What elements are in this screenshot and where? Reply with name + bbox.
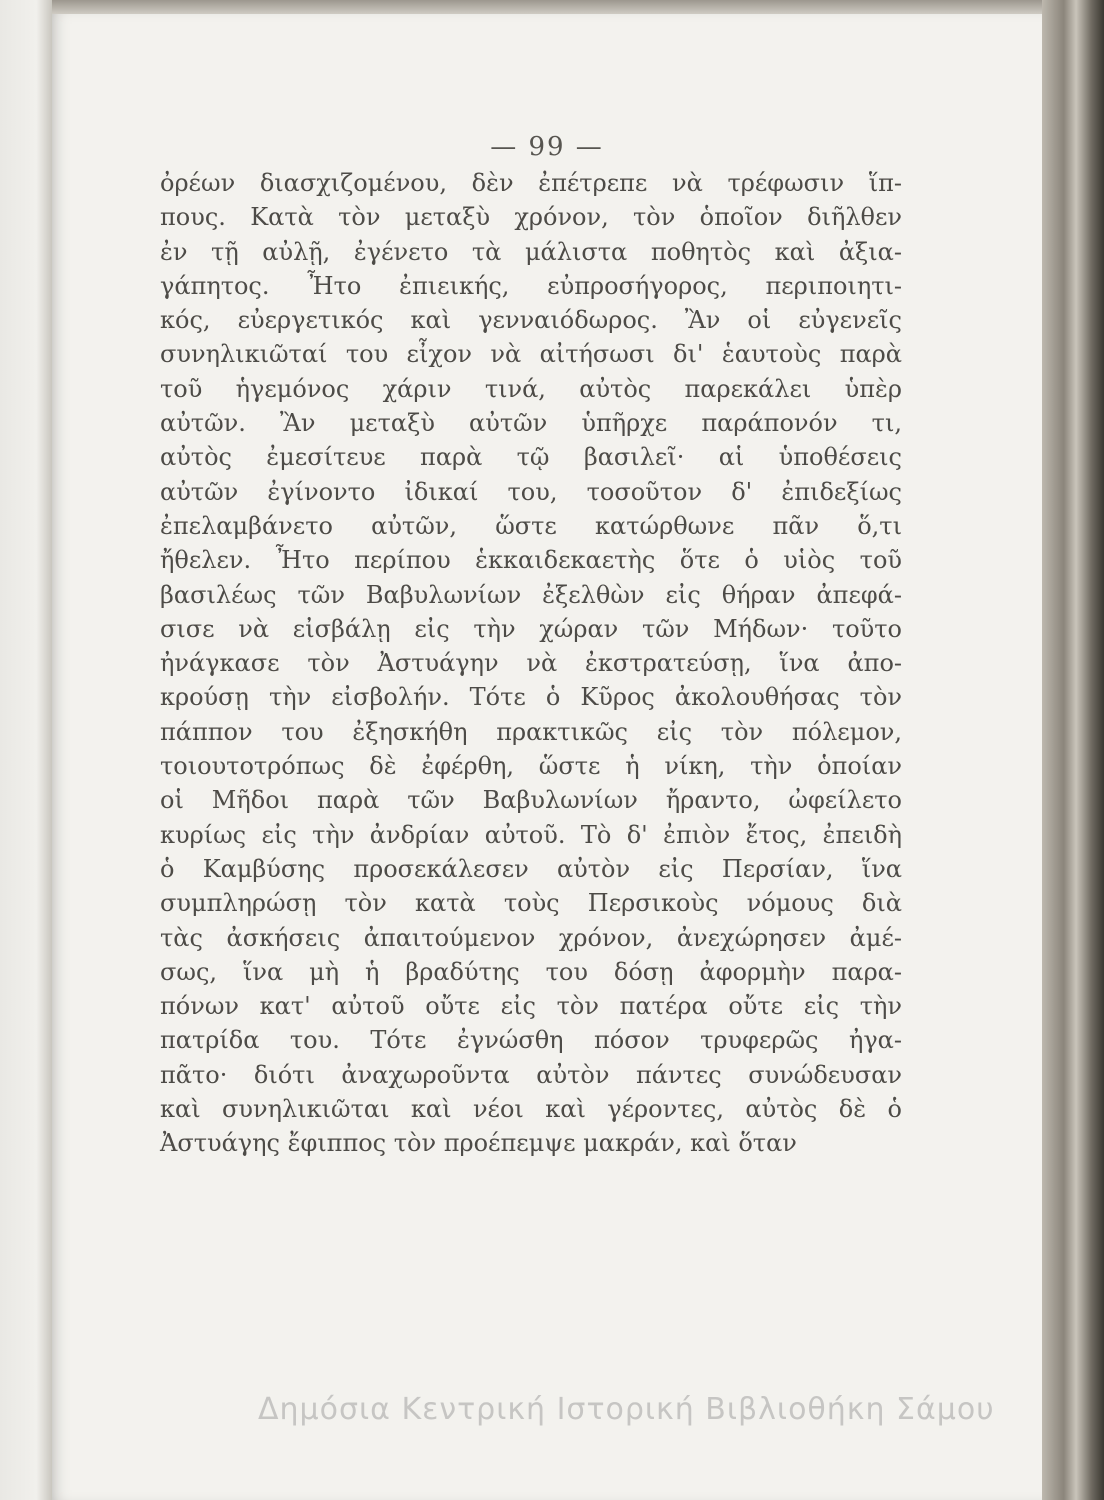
- text-line: κυρίως εἰς τὴν ἀνδρίαν αὐτοῦ. Τὸ δ' ἐπιὸν ἔτος, ἐπειδὴ: [160, 820, 902, 849]
- text-line: τοῦ ἡγεμόνος χάριν τινά, αὐτὸς παρεκάλει ὑπὲρ: [160, 374, 902, 403]
- text-line: ὀρέων διασχιζομένου, δὲν ἐπέτρεπε νὰ τρέφωσιν ἵπ-: [160, 169, 902, 197]
- text-line: γάπητος. Ἦτο ἐπιεικής, εὐπροσήγορος, περιποιητι-: [160, 271, 902, 300]
- library-watermark: Δημόσια Κεντρική Ιστορική Βιβλιοθήκη Σάμου: [258, 1392, 995, 1427]
- text-line: συνηλικιῶταί του εἶχον νὰ αἰτήσωσι δι' ἑαυτοὺς παρὰ: [160, 340, 902, 369]
- body-text: [160, 166, 902, 1161]
- text-line: σως, ἵνα μὴ ἡ βραδύτης του δόσῃ ἀφορμὴν παρα-: [160, 957, 902, 986]
- book-page: [52, 14, 1042, 1500]
- text-line: πᾶτο· διότι ἀναχωροῦντα αὐτὸν πάντες συνώδευσαν: [160, 1060, 902, 1089]
- left-page-edge: [0, 0, 52, 1500]
- text-line: ἤθελεν. Ἦτο περίπου ἑκκαιδεκαετὴς ὅτε ὁ υἱὸς τοῦ: [160, 546, 902, 575]
- text-line: Ἀστυάγης ἔφιππος τὸν προέπεμψε μακράν, καὶ ὅταν: [160, 1129, 797, 1158]
- text-line: αὐτῶν ἐγίνοντο ἰδικαί του, τοσοῦτον δ' ἐπιδεξίως: [160, 477, 902, 506]
- page-number: — 99 —: [490, 132, 604, 162]
- text-line: σισε νὰ εἰσβάλῃ εἰς τὴν χώραν τῶν Μήδων· τοῦτο: [160, 614, 902, 643]
- right-page-edge: [1042, 0, 1104, 1500]
- text-line: αὐτῶν. Ἂν μεταξὺ αὐτῶν ὑπῆρχε παράπονόν τι,: [160, 409, 902, 438]
- text-line: πόνων κατ' αὐτοῦ οὔτε εἰς τὸν πατέρα οὔτε εἰς τὴν: [160, 992, 902, 1021]
- text-line: ἐπελαμβάνετο αὐτῶν, ὥστε κατώρθωνε πᾶν ὅ,τι: [160, 511, 902, 540]
- text-line: βασιλέως τῶν Βαβυλωνίων ἐξελθὼν εἰς θήραν ἀπεφά-: [160, 580, 902, 609]
- top-page-edge: [52, 0, 1042, 14]
- text-line: τὰς ἀσκήσεις ἀπαιτούμενον χρόνον, ἀνεχώρησεν ἀμέ-: [160, 923, 902, 952]
- text-line: πατρίδα του. Τότε ἐγνώσθη πόσον τρυφερῶς ἠγα-: [160, 1026, 902, 1055]
- text-line: πάππον του ἐξησκήθη πρακτικῶς εἰς τὸν πόλεμον,: [160, 717, 902, 746]
- text-line: καὶ συνηλικιῶται καὶ νέοι καὶ γέροντες, αὐτὸς δὲ ὁ: [160, 1095, 902, 1124]
- text-line: ὁ Καμβύσης προσεκάλεσεν αὐτὸν εἰς Περσίαν, ἵνα: [160, 854, 902, 883]
- text-line: τοιουτοτρόπως δὲ ἐφέρθη, ὥστε ἡ νίκη, τὴν ὁποίαν: [160, 752, 902, 781]
- text-line: κός, εὐεργετικός καὶ γενναιόδωρος. Ἂν οἱ εὐγενεῖς: [160, 306, 902, 335]
- text-line: κρούσῃ τὴν εἰσβολήν. Τότε ὁ Κῦρος ἀκολουθήσας τὸν: [160, 683, 902, 712]
- text-line: οἱ Μῆδοι παρὰ τῶν Βαβυλωνίων ἤραντο, ὠφείλετο: [160, 786, 902, 815]
- text-line: ἐν τῇ αὐλῇ, ἐγένετο τὰ μάλιστα ποθητὸς καὶ ἀξια-: [160, 237, 902, 266]
- text-line: πους. Κατὰ τὸν μεταξὺ χρόνον, τὸν ὁποῖον διῆλθεν: [160, 203, 902, 232]
- text-line: ἠνάγκασε τὸν Ἀστυάγην νὰ ἐκστρατεύσῃ, ἵνα ἀπο-: [160, 649, 902, 678]
- text-line: συμπληρώσῃ τὸν κατὰ τοὺς Περσικοὺς νόμους διὰ: [160, 889, 902, 918]
- text-line: αὐτὸς ἐμεσίτευε παρὰ τῷ βασιλεῖ· αἱ ὑποθέσεις: [160, 443, 902, 472]
